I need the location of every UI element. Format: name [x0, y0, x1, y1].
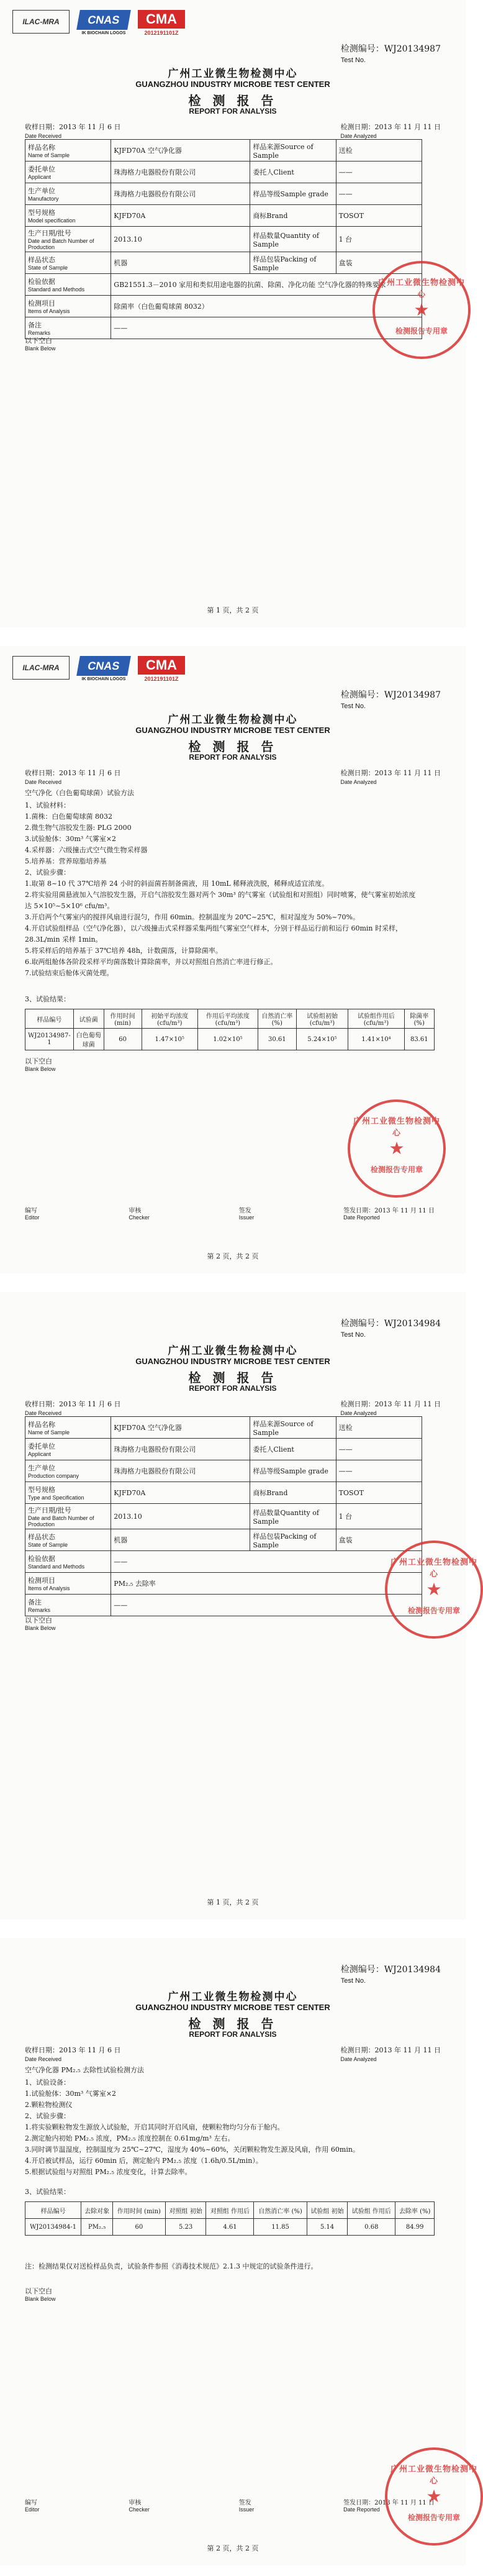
method-line: 4.采样器：六级撞击式空气微生物采样器 — [25, 846, 148, 854]
result-cell: 作用后平均浓度 (cfu/m³) — [197, 1009, 258, 1029]
cma-logo: CMA 2012191101Z — [138, 10, 185, 40]
method-line: 1.将实验颗粒物发生源放入试验舱，开启其同时开启风扇，使颗粒物均匀分布于舱内。 — [25, 2123, 284, 2131]
blank-below: 以下空白 Blank Below — [25, 2287, 56, 2302]
signature-row — [25, 1205, 435, 1221]
method-line: 2、试验步骤： — [25, 868, 70, 876]
method-line: 2.将实验用菌悬液加入气溶胶发生器，开启气溶胶发生器对两个 30m³ 的气雾室（试验组和对照组）同时喷雾，使气雾室初始浓度达 5×10⁵~5×10⁶ cfu/m³。 — [25, 891, 416, 910]
blank-below: 以下空白 Blank Below — [25, 337, 56, 352]
result-cell: WJ20134987-1 — [25, 1029, 74, 1050]
method-body — [25, 2077, 422, 2178]
official-seal: 广州工业微生物检测中心 ★ 检测报告专用章 — [385, 1541, 483, 1639]
result-cell: 1.41×10⁴ — [348, 1029, 404, 1050]
center-title-cn: 广州工业微生物检测中心 — [168, 714, 298, 726]
result-data-row — [25, 1029, 435, 1050]
result-cell: 去除率 (%) — [395, 2202, 435, 2219]
result-header-row — [25, 2202, 435, 2219]
result-cell: 试验组 作用后 — [348, 2202, 395, 2219]
result-cell: 4.61 — [206, 2219, 254, 2236]
ilac-logo: ILAC-MRA — [12, 656, 70, 680]
result-cell: 5.23 — [165, 2219, 206, 2236]
checker-signature: 审核 Checker — [129, 2500, 150, 2513]
result-cell: 白色葡萄球菌 — [73, 1029, 104, 1050]
method-line: 4.开启被试样品，运行 60min 后，测定舱内 PM₂.₅ 浓度（1.6h/0.5L/min）。 — [25, 2157, 263, 2165]
method-line: 2.测定舱内初始 PM₂.₅ 浓度，PM₂.₅ 浓度控制在 0.61mg/m³ 左右。 — [25, 2134, 235, 2142]
result-cell: 60 — [104, 1029, 142, 1050]
result-cell: 作用时间 (min) — [113, 2202, 166, 2219]
result-cell: 去除对象 — [81, 2202, 113, 2219]
sample-info-table: 样品名称 Name of Sample KJFD70A 空气净化器 样品来源Source of Sample 送检 委托单位 Applicant 珠海格力电器股份有限公司 委托人Client —— 生产单位 Production company 珠海格力电器股份有限公司 样品等级Sample grade —— 型号规格 Type and Specification KJFD70A 商标Brand TOSOT 生产日期/批号 Date and Batch Number of Production 2013.10 样品数量Quantity of Sample 1 台 样品状态 State of Sample 机器 样品包装Packing of Sample 盒装 检验依据 Standard and Methods —— 检测项目 Items of Analysis PM₂.₅ 去除率 备注 Remarks —— — [25, 1416, 422, 1616]
method-line: 7.试验结束后舱体灭菌处理。 — [25, 969, 114, 977]
result-table — [25, 1009, 435, 1050]
result-cell: 84.99 — [395, 2219, 435, 2236]
report-page-1 — [0, 0, 466, 627]
report-title-en: REPORT FOR ANALYSIS — [189, 753, 277, 762]
certification-logos — [12, 10, 185, 41]
page-gap — [0, 1273, 466, 1292]
report-page-2 — [0, 646, 466, 1273]
center-title-en: GUANGZHOU INDUSTRY MICROBE TEST CENTER — [135, 726, 330, 735]
method-title: 空气净化（白色葡萄球菌）试验方法 — [25, 789, 134, 797]
center-title-en: GUANGZHOU INDUSTRY MICROBE TEST CENTER — [135, 1357, 330, 1366]
center-title-cn: 广州工业微生物检测中心 — [168, 1991, 298, 2003]
result-cell: 除菌率 (%) — [404, 1009, 434, 1029]
result-cell: 对照组 作用后 — [206, 2202, 254, 2219]
result-cell: 0.68 — [348, 2219, 395, 2236]
result-cell: 作用时间 (min) — [104, 1009, 142, 1029]
editor-signature: 编写 Editor — [25, 1208, 40, 1221]
result-cell: 30.61 — [258, 1029, 296, 1050]
result-note: 注：检测结果仅对送检样品负责，试验条件参照《消毒技术规范》2.1.3 中规定的试验条件进行。 — [25, 2262, 318, 2270]
result-cell: 83.61 — [404, 1029, 434, 1050]
official-seal: 广州工业微生物检测中心 ★ 检测报告专用章 — [372, 261, 471, 359]
date-reported: 签发日期：2013 年 11 月 11 日 Date Reported — [343, 1208, 435, 1221]
dates-row: 收样日期：2013 年 11 月 6 日 Date Received 检测日期：2013 年 11 月 11 日 Date Analyzed — [25, 1400, 441, 1416]
method-line: 3.同时调节温湿度，控制温度为 25℃~27℃，湿度为 40%~60%，关闭颗粒物发生源及风扇，作用 60min。 — [25, 2146, 359, 2154]
method-line: 3.试验舱体：30m³ 气雾室×2 — [25, 835, 117, 843]
method-line: 5.将采样后的培养基于 37℃培养 48h，计数菌落，计算除菌率。 — [25, 947, 222, 955]
result-cell: 1.47×10⁵ — [142, 1029, 197, 1050]
cnas-logo: CNAS IK BIOCHAIN LOGOS — [76, 10, 132, 39]
result-cell: 自然消亡率 (%) — [254, 2202, 307, 2219]
page-gap — [0, 627, 466, 646]
result-cell: PM₂.₅ — [81, 2219, 113, 2236]
method-line: 2、试验步骤： — [25, 2112, 70, 2120]
result-cell: 5.14 — [307, 2219, 348, 2236]
method-line: 2.颗粒物检测仪 — [25, 2101, 73, 2109]
result-cell: 试验菌 — [73, 1009, 104, 1029]
result-cell: 试验组作用后 (cfu/m³) — [348, 1009, 404, 1029]
dates-row: 收样日期：2013 年 11 月 6 日 Date Received 检测日期：2013 年 11 月 11 日 Date Analyzed — [25, 123, 441, 139]
page-number: 第 1 页，共 2 页 — [207, 606, 259, 614]
report-title-cn: 检 测 报 告 — [188, 2016, 278, 2031]
result-cell: WJ20134984-1 — [25, 2219, 81, 2236]
result-title: 3、试验结果： — [25, 2188, 70, 2196]
page-number: 第 2 页，共 2 页 — [207, 1252, 259, 1260]
center-title-cn: 广州工业微生物检测中心 — [168, 68, 298, 80]
method-line: 4.开启试验组样品（空气净化器），以六级撞击式采样器采集两组气雾室空气样本，分别于样品运行前和运行 60min 时采样，28.3L/min 采样 1min。 — [25, 924, 403, 944]
certification-logos — [12, 656, 185, 687]
method-line: 1、试验材料： — [25, 801, 70, 809]
method-line: 1.试验舱体：30m³ 气雾室×2 — [25, 2090, 117, 2098]
center-title-cn: 广州工业微生物检测中心 — [168, 1345, 298, 1357]
method-title: 空气净化器 PM₂.₅ 去除性试验检测方法 — [25, 2066, 144, 2074]
dates-row: 收样日期：2013 年 11 月 6 日 Date Received 检测日期：2013 年 11 月 11 日 Date Analyzed — [25, 2046, 441, 2062]
cma-logo: CMA 2012191101Z — [138, 656, 185, 686]
report-title-cn: 检 测 报 告 — [188, 1370, 278, 1385]
result-cell: 初始平均浓度 (cfu/m³) — [142, 1009, 197, 1029]
result-title: 3、试验结果： — [25, 995, 70, 1003]
issuer-signature: 签发 Issuer — [238, 1208, 255, 1221]
result-header-row — [25, 1009, 435, 1029]
method-line: 3.开启两个气雾室内的搅拌风扇进行混匀，作用 60min。控制温度为 20℃~25℃，相对湿度为 50%~70%。 — [25, 913, 359, 921]
cnas-logo: CNAS IK BIOCHAIN LOGOS — [76, 656, 132, 685]
editor-signature: 编写 Editor — [25, 2500, 40, 2513]
page-gap — [0, 1919, 466, 1938]
signature-row — [25, 2497, 435, 2513]
sample-info-table: 样品名称 Name of Sample KJFD70A 空气净化器 样品来源Source of Sample 送检 委托单位 Applicant 珠海格力电器股份有限公司 委托人Client —— 生产单位 Manufactory 珠海格力电器股份有限公司 样品等级Sample grade —— 型号规格 Model specification KJFD70A 商标Brand TOSOT 生产日期/批号 Date and Batch Number of Production 2013.10 样品数量Quantity of Sample 1 台 样品状态 State of Sample 机器 样品包装Packing of Sample 盒装 检验依据 Standard and Methods GB21551.3－2010 家用和类似用途电器的抗菌、除菌、净化功能 空气净化器的特殊要求 检测项目 Items of Analysis 除菌率（白色葡萄球菌 8032） 备注 Remarks —— — [25, 139, 422, 339]
issuer-signature: 签发 Issuer — [238, 2500, 255, 2513]
method-line: 1.取第 8~10 代 37℃培养 24 小时的斜面菌苔制备菌液，用 10mL 稀释液洗脱，稀释成适宜浓度。 — [25, 880, 329, 888]
report-title-en: REPORT FOR ANALYSIS — [189, 1384, 277, 1393]
result-cell: 对照组 初始 — [165, 2202, 206, 2219]
result-cell: 试验组初始 (cfu/m³) — [296, 1009, 348, 1029]
result-cell: 自然消亡率 (%) — [258, 1009, 296, 1029]
official-seal: 广州工业微生物检测中心 ★ 检测报告专用章 — [348, 1099, 446, 1198]
center-title-en: GUANGZHOU INDUSTRY MICROBE TEST CENTER — [135, 80, 330, 89]
blank-below: 以下空白 Blank Below — [25, 1616, 56, 1631]
method-line: 2.微生物气溶胶发生器: PLG 2000 — [25, 824, 132, 832]
report-page-3 — [0, 1292, 477, 1919]
result-cell: 1.02×10⁵ — [197, 1029, 258, 1050]
result-cell: 试验组 初始 — [307, 2202, 348, 2219]
method-line: 1.菌株：白色葡萄球菌 8032 — [25, 812, 112, 821]
dates-row: 收样日期：2013 年 11 月 6 日 Date Received 检测日期：2013 年 11 月 11 日 Date Analyzed — [25, 769, 441, 785]
checker-signature: 审核 Checker — [129, 1208, 150, 1221]
result-table — [25, 2201, 435, 2236]
report-title-en: REPORT FOR ANALYSIS — [189, 2030, 277, 2039]
ilac-logo: ILAC-MRA — [12, 10, 70, 34]
result-cell: 样品编号 — [25, 2202, 81, 2219]
report-page-4 — [0, 1938, 477, 2565]
method-body — [25, 800, 422, 979]
center-title-en: GUANGZHOU INDUSTRY MICROBE TEST CENTER — [135, 2003, 330, 2012]
page-number: 第 1 页，共 2 页 — [207, 1898, 259, 1906]
result-data-row — [25, 2219, 435, 2236]
result-cell: 11.85 — [254, 2219, 307, 2236]
test-number: 检测编号：WJ20134984 Test No. — [340, 1319, 441, 1339]
report-title-en: REPORT FOR ANALYSIS — [189, 107, 277, 116]
result-cell: 60 — [113, 2219, 166, 2236]
method-line: 5.培养基：营养琼脂培养基 — [25, 857, 107, 865]
method-line: 6.取两组舱体各阶段采样平均菌落数计算除菌率，并以对照组自然消亡率进行修正。 — [25, 958, 278, 966]
test-number: 检测编号：WJ20134984 Test No. — [340, 1965, 441, 1985]
result-cell: 样品编号 — [25, 1009, 74, 1029]
method-line: 5.根据试验组与对照组 PM₂.₅ 浓度变化，计算去除率。 — [25, 2168, 192, 2176]
report-title-cn: 检 测 报 告 — [188, 739, 278, 754]
official-seal: 广州工业微生物检测中心 ★ 检测报告专用章 — [385, 2447, 483, 2546]
page-number: 第 2 页，共 2 页 — [207, 2544, 259, 2552]
date-reported: 签发日期：2013 年 11 月 11 日 Date Reported — [343, 2500, 435, 2513]
test-number: 检测编号：WJ20134987 Test No. — [340, 690, 441, 710]
report-title-cn: 检 测 报 告 — [188, 93, 278, 108]
method-line: 1、试验设备： — [25, 2078, 70, 2087]
test-number: 检测编号：WJ20134987 Test No. — [340, 44, 441, 64]
result-cell: 5.24×10⁵ — [296, 1029, 348, 1050]
blank-below: 以下空白 Blank Below — [25, 1057, 56, 1072]
